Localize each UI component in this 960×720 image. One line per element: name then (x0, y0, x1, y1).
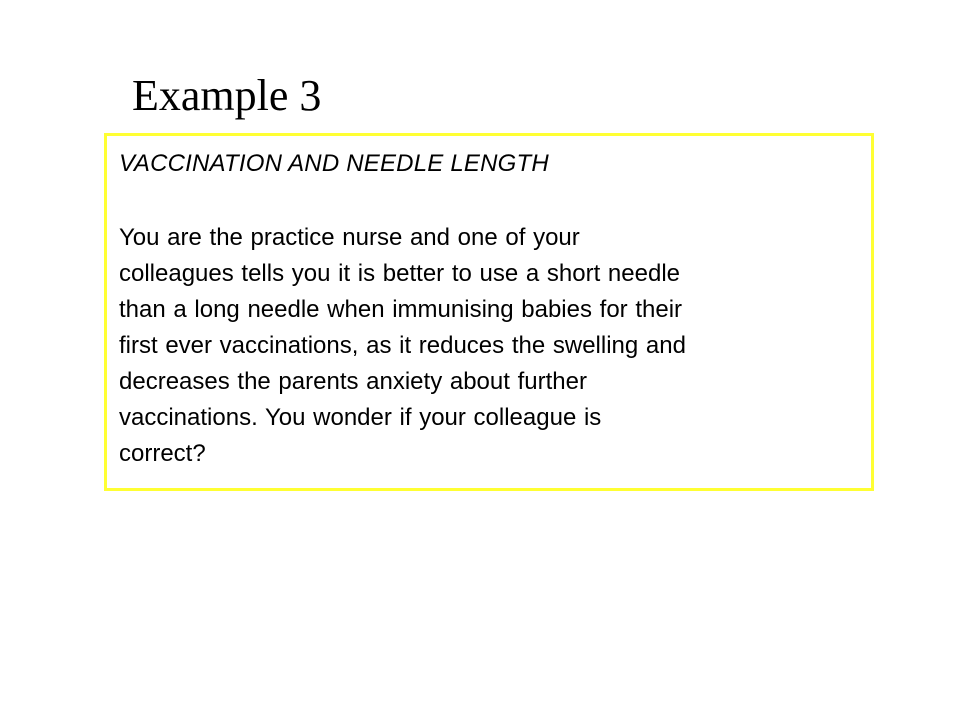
scenario-line: vaccinations. You wonder if your colleague is (119, 404, 602, 431)
scenario-line: correct? (119, 440, 206, 467)
scenario-line: You are the practice nurse and one of your (119, 224, 580, 251)
scenario-line: first ever vaccinations, as it reduces the swelling and (119, 332, 686, 359)
scenario-heading: VACCINATION AND NEEDLE LENGTH (119, 150, 549, 177)
scenario-line: decreases the parents anxiety about further (119, 368, 587, 395)
scenario-line: colleagues tells you it is better to use a short needle (119, 260, 680, 287)
scenario-line: than a long needle when immunising babies for their (119, 296, 683, 323)
slide-title: Example 3 (132, 71, 322, 120)
scenario-box (104, 133, 874, 491)
scenario-body (119, 182, 871, 472)
